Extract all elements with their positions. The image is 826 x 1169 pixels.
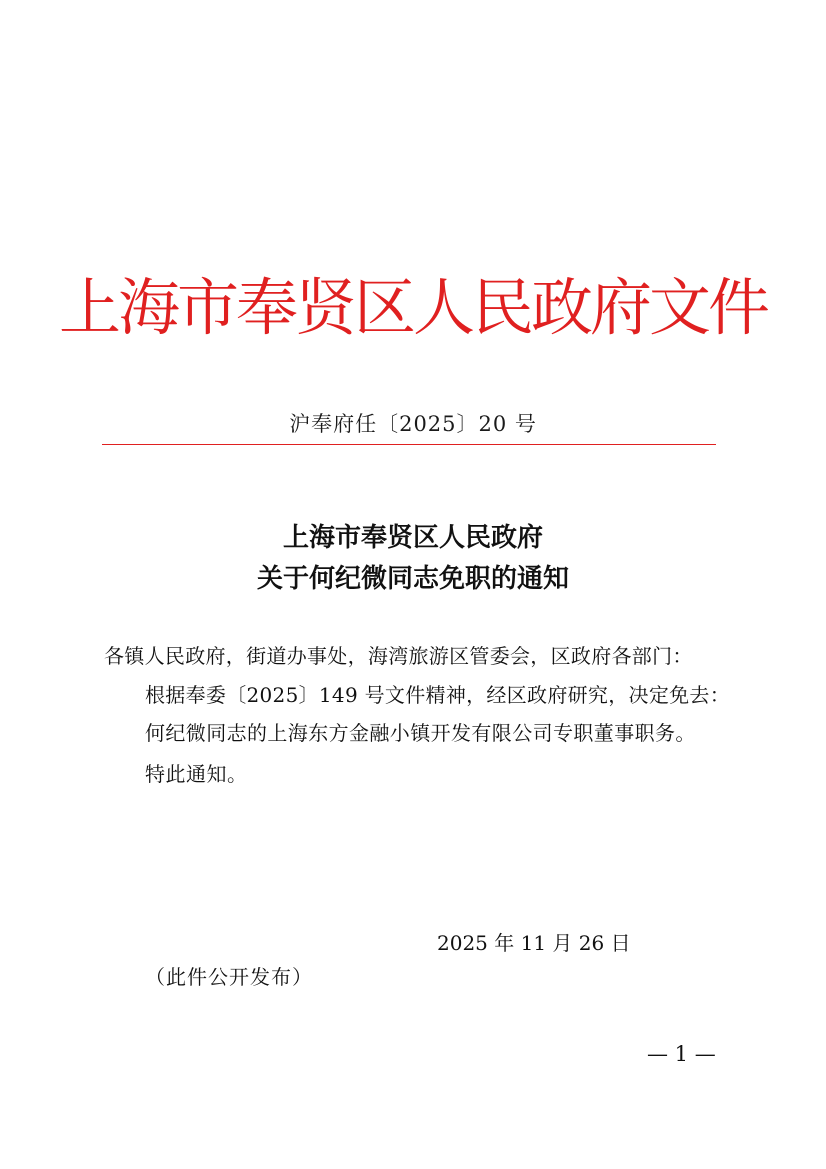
document-title-line-2: 关于何纪微同志免职的通知 — [256, 564, 569, 594]
masthead-title: 上海市奉贤区人民政府文件 — [58, 271, 767, 344]
page-number: — 1 — — [647, 1042, 716, 1066]
release-note: （此件公开发布） — [145, 965, 313, 989]
issue-date: 2025 年 11 月 26 日 — [437, 931, 631, 955]
addressee: 各镇人民政府，街道办事处，海湾旅游区管委会，区政府各部门： — [104, 644, 693, 668]
body-paragraph-3: 特此通知。 — [145, 762, 248, 786]
document-number: 沪奉府任〔2025〕20 号 — [289, 412, 537, 436]
red-divider-line — [102, 444, 716, 445]
document-title-line-1: 上海市奉贤区人民政府 — [282, 523, 543, 553]
body-paragraph-1: 根据奉委〔2025〕149 号文件精神，经区政府研究，决定免去： — [145, 683, 731, 707]
body-paragraph-2: 何纪微同志的上海东方金融小镇开发有限公司专职董事职务。 — [145, 721, 696, 745]
